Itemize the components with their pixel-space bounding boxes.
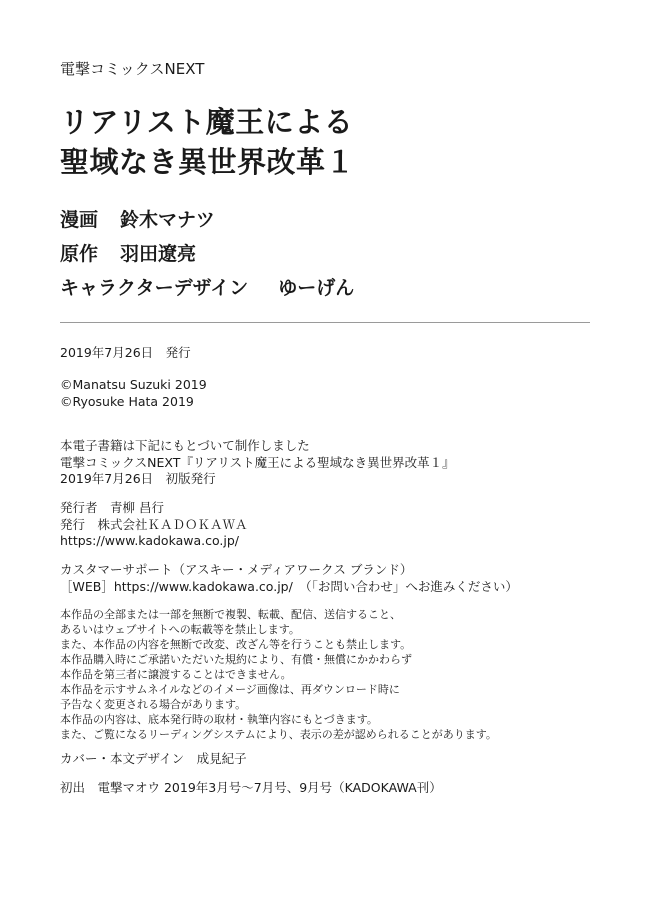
credit-name: ゆーげん [278, 277, 355, 299]
legal-line: 本作品購入時にご承諾いただいた規約により、有償・無償にかかわらず [60, 653, 412, 666]
credit-role: 漫画 [60, 209, 99, 231]
legal-line: 本作品を第三者に譲渡することはできません。 [60, 668, 292, 681]
publisher-line: 発行者 青柳 昌行 [60, 500, 164, 515]
legal-notice-block [60, 607, 497, 742]
publisher-line: 発行 株式会社ＫＡＤＯＫＡＷＡ [60, 516, 248, 532]
source-line: 2019年7月26日 初版発行 [60, 471, 216, 486]
publisher-url: https://www.kadokawa.co.jp/ [60, 533, 239, 548]
support-line: カスタマーサポート（アスキー・メディアワークス ブランド） [60, 562, 413, 577]
support-line: ［WEB］https://www.kadokawa.co.jp/ （「お問い合わせ」へお進みください） [60, 578, 518, 594]
legal-line: また、本作品の内容を無断で改変、改ざん等を行うことも禁止します。 [60, 638, 412, 651]
credit-character-design [60, 274, 354, 302]
source-line: 電撃コミックスNEXT『リアリスト魔王による聖域なき異世界改革１』 [60, 454, 455, 470]
customer-support-block [60, 562, 518, 595]
book-title-line-1: リアリスト魔王による [60, 105, 354, 139]
credit-role: 原作 [60, 243, 99, 265]
source-line: 本電子書籍は下記にもとづいて制作しました [60, 438, 310, 453]
book-title [60, 102, 355, 182]
source-block [60, 438, 455, 488]
legal-line: 本作品の内容は、底本発行時の取材・執筆内容にもとづきます。 [60, 713, 378, 726]
credit-role: キャラクターデザイン [60, 277, 249, 299]
credit-name: 羽田遼亮 [120, 243, 197, 265]
legal-line: 本作品の全部または一部を無断で複製、転載、配信、送信すること、 [60, 608, 401, 621]
book-title-line-2: 聖域なき異世界改革１ [60, 145, 356, 179]
copyright-block [60, 377, 207, 410]
copyright-line: ©Manatsu Suzuki 2019 [60, 377, 207, 392]
copyright-line: ©Ryosuke Hata 2019 [60, 393, 194, 409]
publication-date: 2019年7月26日 発行 [60, 345, 191, 360]
first-appearance: 初出 電撃マオウ 2019年3月号〜7月号、9月号（KADOKAWA刊） [60, 780, 442, 795]
credit-manga [60, 206, 354, 234]
imprint-label: 電撃コミックスNEXT [60, 60, 205, 78]
legal-line: また、ご覧になるリーディングシステムにより、表示の差が認められることがあります。 [60, 728, 497, 741]
legal-line: 本作品を示すサムネイルなどのイメージ画像は、再ダウンロード時に [60, 683, 400, 696]
publisher-block [60, 500, 248, 550]
design-credit: カバー・本文デザイン 成見紀子 [60, 751, 247, 766]
credit-name: 鈴木マナツ [120, 209, 215, 231]
divider [60, 322, 590, 323]
legal-line: あるいはウェブサイトへの転載等を禁止します。 [60, 623, 300, 636]
credit-original-story [60, 240, 354, 268]
credits [60, 206, 354, 302]
legal-line: 予告なく変更される場合があります。 [60, 698, 247, 711]
